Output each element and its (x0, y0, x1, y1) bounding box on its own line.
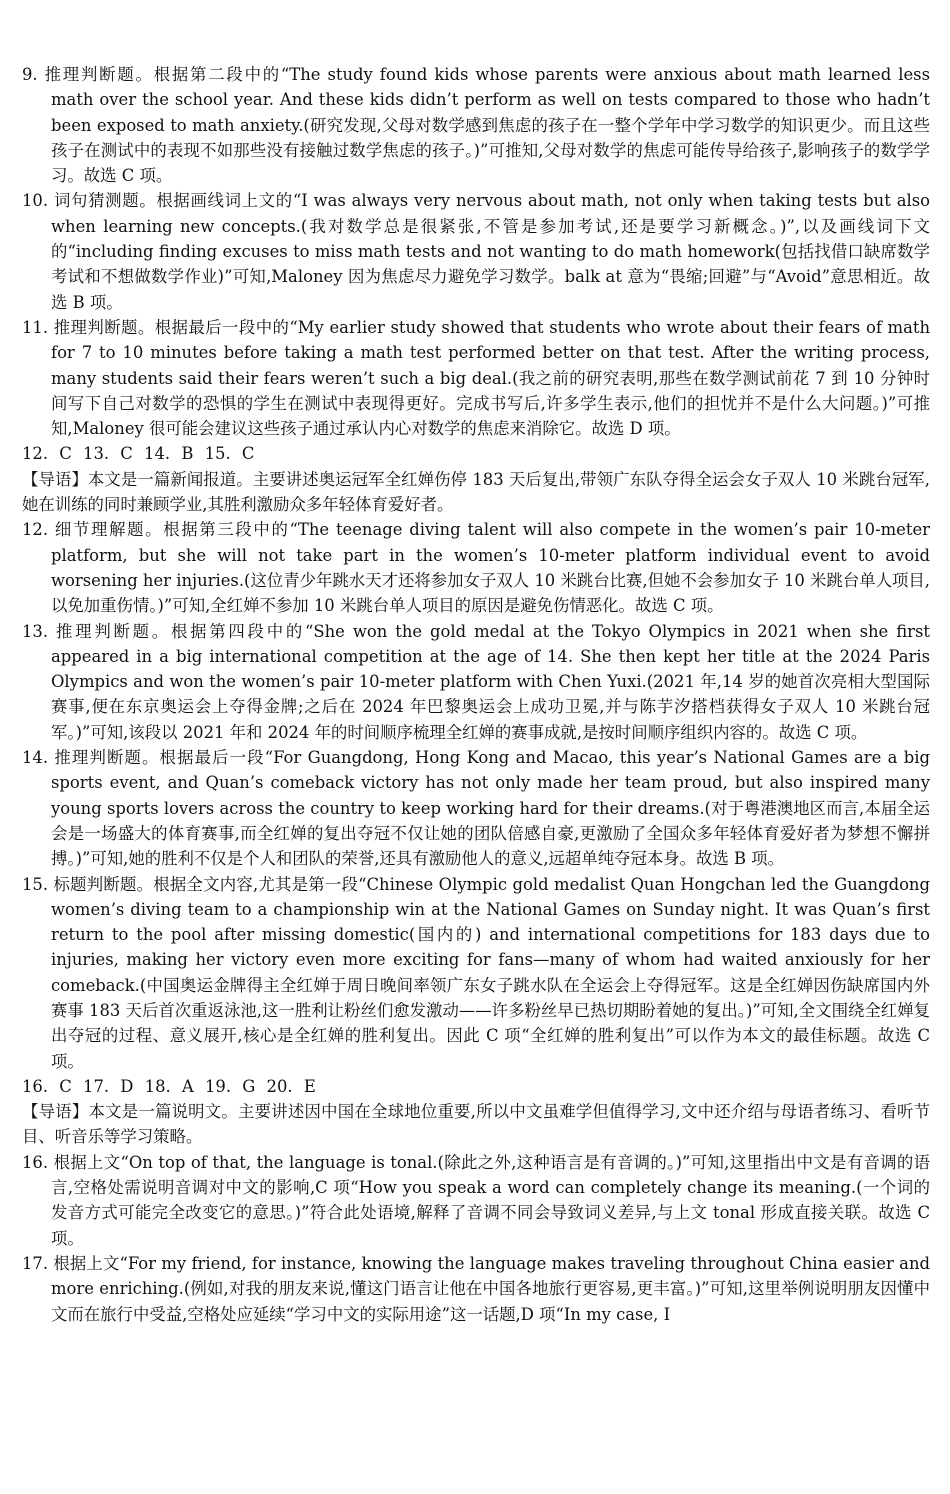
answer-explanation-16: 16. 根据上文“On top of that, the language is tonal.(除此之外,这种语言是有音调的。)”可知,这里指出中文是有音调的语言,空格处需说明音调对中文的影响,C 项“How you speak a word can completely change its meaning.(一个词的发音方式可能完全改变它的意思。)”符合此处语境,解释了音调不同会导致词义差异,与上文 tonal 形成直接关联。故选 C 项。 (22, 1152, 930, 1248)
answer-explanation-14: 14. 推理判断题。根据最后一段“For Guangdong, Hong Kong and Macao, this year’s National Games are a big sports event, and Quan’s comeback victory has not only made her team proud, but also inspired many young sports lovers across the country to keep working hard for their dreams.(对于粤港澳地区而言,本届全运会是一场盛大的体育赛事,而全红婵的复出夺冠不仅让她的团队倍感自豪,更激励了全国众多年轻体育爱好者为梦想不懈拼搏。)”可知,她的胜利不仅是个人和团队的荣誉,还具有激励他人的意义,远超单纯夺冠本身。故选 B 项。 (22, 748, 930, 869)
answer-explanation-15: 15. 标题判断题。根据全文内容,尤其是第一段“Chinese Olympic gold medalist Quan Hongchan led the Guangdong women’s diving team to a championship win at the National Games on Sunday night. It was Quan’s first return to the pool after missing domestic(国内的) and international competitions for 183 days due to injuries, making her victory even more exciting for fans—many of whom had waited anxiously for her comeback.(中国奥运金牌得主全红婵于周日晚间率领广东女子跳水队在全运会上夺得冠军。这是全红婵因伤缺席国内外赛事 183 天后首次重返泳池,这一胜利让粉丝们愈发激动——许多粉丝早已热切期盼着她的复出。)”可知,全文围绕全红婵复出夺冠的过程、意义展开,核心是全红婵的胜利复出。因此 C 项“全红婵的胜利复出”可以作为本文的最佳标题。故选 C 项。 (22, 874, 930, 1071)
answer-key-16-20: 16. C 17. D 18. A 19. G 20. E (22, 1076, 316, 1096)
guide-intro-passage-2: 【导语】本文是一篇新闻报道。主要讲述奥运冠军全红婵伤停 183 天后复出,带领广东队夺得全运会女子双人 10 米跳台冠军,她在训练的同时兼顾学业,其胜利激励众多年轻体育爱好者。 (22, 469, 930, 515)
answer-explanation-9: 9. 推理判断题。根据第二段中的“The study found kids whose parents were anxious about math learned less math over the school year. And these kids didn’t perform as well on tests compared to those who hadn’t been exposed to math anxiety.(研究发现,父母对数学感到焦虑的孩子在一整个学年中学习数学的知识更少。而且这些孩子在测试中的表现不如那些没有接触过数学焦虑的孩子。)”可推知,父母对数学的焦虑可能传导给孩子,影响孩子的数学学习。故选 C 项。 (22, 65, 930, 186)
answer-explanation-13: 13. 推理判断题。根据第四段中的“She won the gold medal at the Tokyo Olympics in 2021 when she first appeared in a big international competition at the age of 14. She then kept her title at the 2024 Paris Olympics and won the women’s pair 10-meter platform with Chen Yuxi.(2021 年,14 岁的她首次亮相大型国际赛事,便在东京奥运会上夺得金牌;之后在 2024 年巴黎奥运会上成功卫冕,并与陈芋汐搭档获得女子双人 10 米跳台冠军。)”可知,该段以 2021 年和 2024 年的时间顺序梳理全红婵的赛事成就,是按时间顺序组织内容的。故选 C 项。 (22, 621, 930, 742)
answer-explanation-11: 11. 推理判断题。根据最后一段中的“My earlier study showed that students who wrote about their fears of math for 7 to 10 minutes before taking a math test performed better on that test. After the writing process, many students said their fears weren’t such a big deal.(我之前的研究表明,那些在数学测试前花 7 到 10 分钟时间写下自己对数学的恐惧的学生在测试中表现得更好。完成书写后,许多学生表示,他们的担忧并不是什么大问题。)”可推知,Maloney 很可能会建议这些孩子通过承认内心对数学的焦虑来消除它。故选 D 项。 (22, 317, 930, 439)
answer-explanation-10: 10. 词句猜测题。根据画线词上文的“I was always very nervous about math, not only when taking tests but also when learning new concepts.(我对数学总是很紧张,不管是参加考试,还是要学习新概念。)”,以及画线词下文的“including finding excuses to miss math tests and not wanting to do math homework(包括找借口缺席数学考试和不想做数学作业)”可知,Maloney 因为焦虑尽力避免学习数学。balk at 意为“畏缩;回避”与“Avoid”意思相近。故选 B 项。 (22, 191, 930, 312)
guide-intro-passage-3: 【导语】本文是一篇说明文。主要讲述因中国在全球地位重要,所以中文虽难学但值得学习,文中还介绍与母语者练习、看听节目、听音乐等学习策略。 (22, 1102, 930, 1147)
answer-explanation-17: 17. 根据上文“For my friend, for instance, knowing the language makes traveling throughout China easier and more enriching.(例如,对我的朋友来说,懂这门语言让他在中国各地旅行更容易,更丰富。)”可知,这里举例说明朋友因懂中文而在旅行中受益,空格处应延续“学习中文的实际用途”这一话题,D 项“In my case, I (22, 1253, 930, 1324)
answer-key-12-15: 12. C 13. C 14. B 15. C (22, 444, 255, 464)
answer-explanation-12: 12. 细节理解题。根据第三段中的“The teenage diving talent will also compete in the women’s pair 10-meter platform, but she will not take part in the women’s 10-meter platform individual event to avoid worsening her injuries.(这位青少年跳水天才还将参加女子双人 10 米跳台比赛,但她不会参加女子 10 米跳台单人项目,以免加重伤情。)”可知,全红婵不参加 10 米跳台单人项目的原因是避免伤情恶化。故选 C 项。 (22, 520, 930, 616)
